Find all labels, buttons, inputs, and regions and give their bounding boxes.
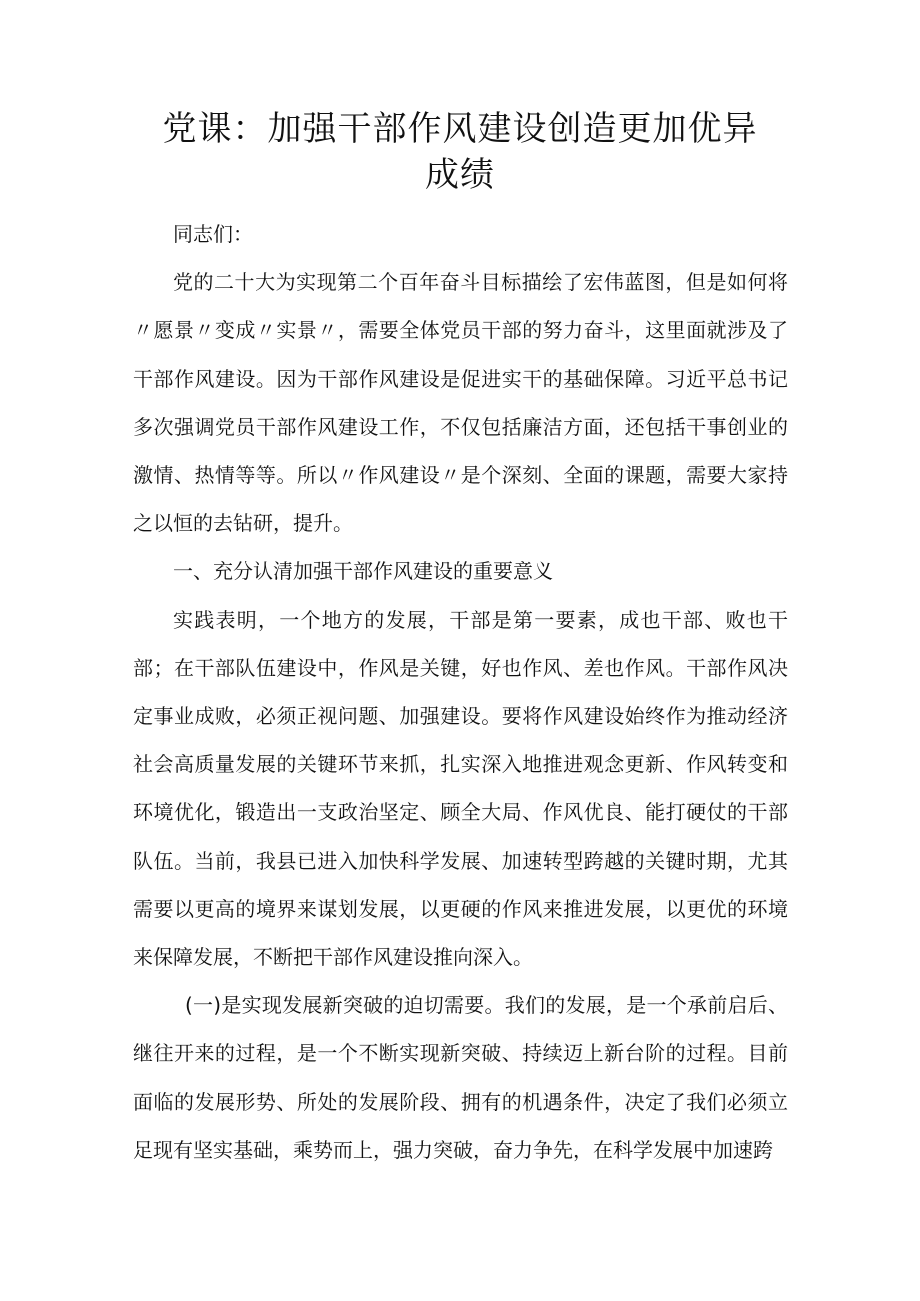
title-line-1: 党课：加强干部作风建设创造更加优异 (162, 109, 758, 149)
document-body (133, 210, 788, 1174)
paragraph-intro: 党的二十大为实现第二个百年奋斗目标描绘了宏伟蓝图，但是如何将〃愿景〃变成〃实景〃，需要全体党员干部的努力奋斗，这里面就涉及了干部作风建设。因为干部作风建设是促进实干的基础保障。习近平总书记多次强调党员干部作风建设工作，不仅包括廉洁方面，还包括干事创业的激情、热情等等。所以〃作风建设〃是个深刻、全面的课题，需要大家持之以恒的去钻研，提升。 (133, 270, 788, 536)
paragraph-subsection-1: (一)是实现发展新突破的迫切需要。我们的发展，是一个承前启后、继往开来的过程，是一个不断实现新突破、持续迈上新台阶的过程。目前面临的发展形势、所处的发展阶段、拥有的机遇条件，决定了我们必须立足现有坚实基础，乘势而上，强力突破，奋力争先，在科学发展中加速跨 (133, 993, 788, 1162)
paragraph-practice: 实践表明，一个地方的发展，干部是第一要素，成也干部、败也干部；在干部队伍建设中，作风是关键，好也作风、差也作风。干部作风决定事业成败，必须正视问题、加强建设。要将作风建设始终作为推动经济社会高质量发展的关键环节来抓，扎实深入地推进观念更新、作风转变和环境优化，锻造出一支政治坚定、顾全大局、作风优良、能打硬仗的干部队伍。当前，我县已进入加快科学发展、加速转型跨越的关键时期，尤其需要以更高的境界来谋划发展，以更硬的作风来推进发展，以更优的环境来保障发展，不断把干部作风建设推向深入。 (133, 607, 788, 970)
title-line-2: 成绩 (425, 155, 495, 195)
section-heading-1: 一、充分认清加强干部作风建设的重要意义 (173, 559, 553, 584)
salutation: 同志们： (173, 222, 253, 246)
document-title (130, 106, 790, 198)
